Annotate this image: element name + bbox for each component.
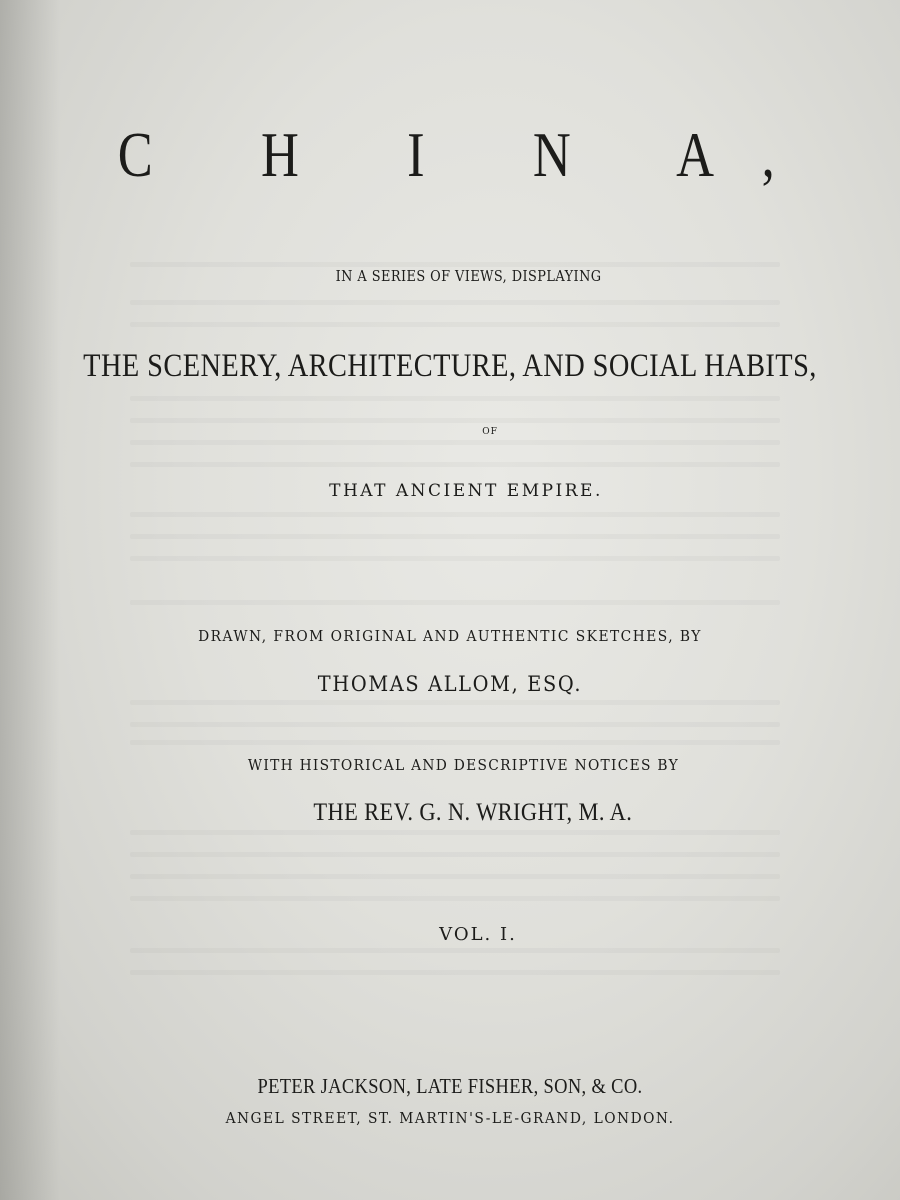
subtitle-of: OF <box>482 427 498 437</box>
drawn-by-line: DRAWN, FROM ORIGINAL AND AUTHENTIC SKETCHES, BY <box>198 627 702 645</box>
bleed-through-line <box>130 322 780 327</box>
bleed-through-line <box>130 896 780 901</box>
bleed-through-line <box>130 300 780 305</box>
bleed-through-line <box>130 556 780 561</box>
publisher-name: PETER JACKSON, LATE FISHER, SON, & CO. <box>257 1074 643 1098</box>
bleed-through-line <box>130 600 780 605</box>
bleed-through-line <box>130 462 780 467</box>
page-edge-shadow <box>0 0 60 1200</box>
subtitle-main: THE SCENERY, ARCHITECTURE, AND SOCIAL HABITS, <box>83 348 817 384</box>
notices-line: WITH HISTORICAL AND DESCRIPTIVE NOTICES BY <box>247 756 679 774</box>
subtitle-intro: IN A SERIES OF VIEWS, DISPLAYING <box>335 267 602 285</box>
bleed-through-line <box>130 512 780 517</box>
bleed-through-line <box>130 418 780 423</box>
subtitle-end: THAT ANCIENT EMPIRE. <box>329 481 603 501</box>
bleed-through-line <box>130 970 780 975</box>
bleed-through-line <box>130 534 780 539</box>
bleed-through-line <box>130 740 780 745</box>
book-title: C H I N A, <box>117 119 823 190</box>
bleed-through-line <box>130 722 780 727</box>
artist-name: THOMAS ALLOM, ESQ. <box>317 672 583 696</box>
volume-number: VOL. I. <box>439 924 517 945</box>
bleed-through-line <box>130 700 780 705</box>
bleed-through-line <box>130 874 780 879</box>
bleed-through-line <box>130 440 780 445</box>
bleed-through-line <box>130 852 780 857</box>
writer-name: THE REV. G. N. WRIGHT, M. A. <box>313 799 633 826</box>
publisher-address: ANGEL STREET, ST. MARTIN'S-LE-GRAND, LONDON. <box>225 1109 675 1127</box>
bleed-through-line <box>130 830 780 835</box>
bleed-through-line <box>130 948 780 953</box>
bleed-through-line <box>130 396 780 401</box>
